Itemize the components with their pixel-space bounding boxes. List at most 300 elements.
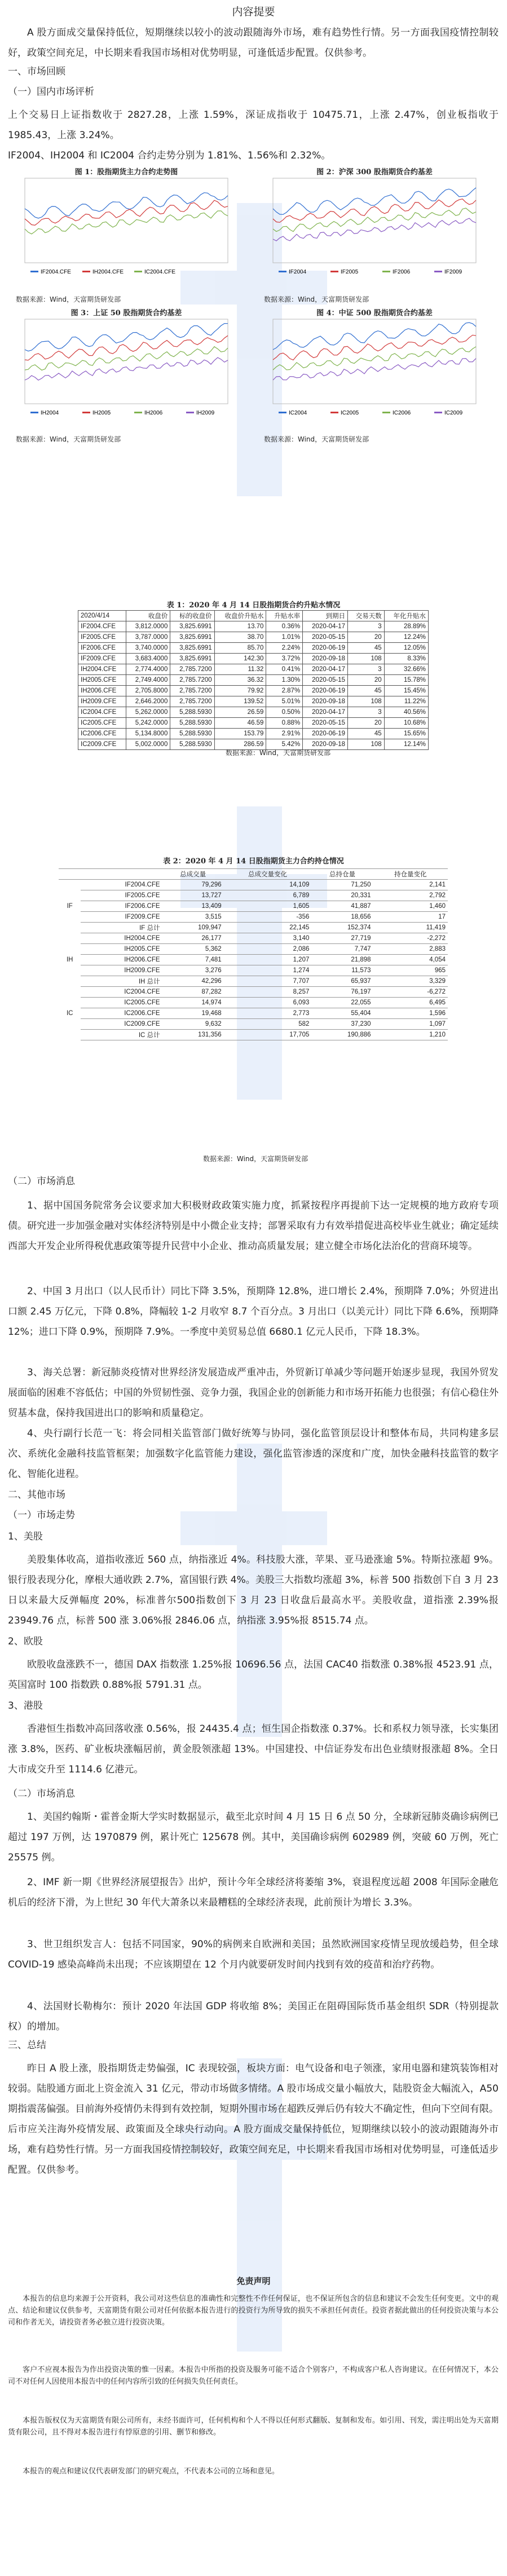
- table-cell: 108: [347, 696, 384, 707]
- legend-label: IF2005: [341, 269, 359, 275]
- table-cell: 142.30: [214, 654, 266, 664]
- table-cell: 0.36%: [266, 621, 303, 632]
- table-cell: 1,274: [224, 965, 312, 976]
- news-item: 2、中国 3 月出口（以人民币计）同比下降 3.5%，预期降 12.8%，进口增长 2.4%，预期降 7.0%；外贸进出口额 2.45 万亿元，下降 0.8%，降幅较 1-2 月收窄 8.7 个百分点。3 月出口（以美元计）同比下降 6.6%，预期降 12%；进口下降 0.9%，预期降 7.9%。一季度中美贸易总值 6680.1 亿元人民币，下降 18.3%。: [8, 1286, 499, 1338]
- table-cell: 11,573: [311, 965, 373, 976]
- table-cell: 1,097: [373, 1019, 448, 1030]
- chart-1: [8, 166, 245, 301]
- table-row: [59, 1008, 448, 1019]
- column-header: 标的收盘价: [170, 611, 214, 621]
- table-cell: 6,495: [373, 998, 448, 1008]
- table-row: [59, 976, 448, 987]
- news-item: 4、法国财长勒梅尔：预计 2020 年法国 GDP 将收缩 8%；美国正在阻碍国际货币基金组织 SDR（特别提款权）的增加。: [8, 2001, 499, 2032]
- table-cell: 6,789: [224, 890, 312, 901]
- table-cell: 15.65%: [384, 729, 428, 739]
- table-row: [59, 965, 448, 976]
- plot-frame: [25, 319, 228, 404]
- table-cell: 2,141: [373, 880, 448, 890]
- futures-paragraph: IF2004、IH2004 和 IC2004 合约走势分别为 1.81%、1.56%和 2.32%。: [8, 150, 331, 161]
- table-row: [78, 621, 429, 632]
- table-cell: IC2004.CFE: [81, 987, 162, 998]
- table-cell: IC2006.CFE: [81, 1008, 162, 1019]
- table-row: [59, 944, 448, 955]
- table-cell: 3: [347, 664, 384, 675]
- table-cell: 40.56%: [384, 707, 428, 718]
- table-cell: 20: [347, 718, 384, 729]
- eu-stocks-paragraph: 欧股收盘涨跌不一，德国 DAX 指数涨 1.25%报 10696.56 点，法国 CAC40 指数涨 0.38%报 4523.91 点，英国富时 100 指数跌 0.88%报 5791.31 点。: [8, 1659, 499, 1691]
- disclaimer-paragraph: 本报告的观点和建议仅代表研发部门的研究观点，不代表本公司的立场和意见。: [23, 2467, 280, 2476]
- table-cell: 20: [347, 675, 384, 686]
- intro-paragraph: A 股方面成交量保持低位，短期继续以较小的波动跟随海外市场，难有趋势性行情。另一方面我国疫情控制较好，政策空间充足，中长期来看我国市场相对优势明显，可逢低适步配置。仅供参考。: [8, 27, 499, 59]
- series-line: [273, 347, 476, 370]
- market-paragraph: 上个交易日上证指数收于 2827.28，上涨 1.59%，深证成指收于 10475.71，上涨 2.47%，创业板指收于 1985.43，上涨 3.24%。: [8, 109, 499, 141]
- table-cell: 965: [373, 965, 448, 976]
- premium-table: [78, 610, 429, 750]
- table-cell: 3,825.6991: [170, 632, 214, 643]
- chart-title: 图 1：股指期货主力合约走势图: [74, 168, 178, 177]
- table-cell: 26.59: [214, 707, 266, 718]
- table-cell: IC2005.CFE: [78, 718, 126, 729]
- table-row: [59, 890, 448, 901]
- table-cell: IH2004.CFE: [78, 664, 126, 675]
- table-cell: 2,749.4000: [126, 675, 170, 686]
- table-row: [78, 707, 429, 718]
- table-cell: 55,404: [311, 1008, 373, 1019]
- subsection-heading: 3、港股: [8, 1700, 43, 1712]
- table-cell: 108: [347, 654, 384, 664]
- table-cell: IF2005.CFE: [78, 632, 126, 643]
- table-cell: 3,740.0000: [126, 643, 170, 654]
- table-cell: 1.30%: [266, 675, 303, 686]
- table-row: [78, 675, 429, 686]
- subsection-heading: （一）国内市场评析: [8, 86, 94, 98]
- table-cell: 3: [347, 621, 384, 632]
- table-cell: 2020-05-15: [303, 675, 348, 686]
- table-cell: 153.79: [214, 729, 266, 739]
- table-row: [59, 880, 448, 890]
- table-cell: 13,727: [162, 890, 224, 901]
- news-item: 3、世卫组织发言人：包括不同国家，90%的病例来自欧洲和美国；虽然欧洲国家疫情呈现放缓趋势，但全球 COVID-19 感染高峰尚未出现；不应该期望在 12 个月内就要研发时间内找到有效的疫苗和治疗药物。: [8, 1939, 499, 1970]
- table-row: [59, 987, 448, 998]
- table-row: [78, 729, 429, 739]
- table-cell: 1.01%: [266, 632, 303, 643]
- chart-title: 图 2：沪深 300 股指期货合约基差: [316, 168, 433, 177]
- table-cell: 6,093: [224, 998, 312, 1008]
- legend-label: IC2004: [289, 410, 307, 416]
- table-cell: 3,515: [162, 912, 224, 923]
- table-row: [59, 1019, 448, 1030]
- table-cell: 14,109: [224, 880, 312, 890]
- table-cell: IC2005.CFE: [81, 998, 162, 1008]
- table-cell: -2,272: [373, 933, 448, 944]
- table-cell: 5,134.8000: [126, 729, 170, 739]
- table-cell: 2,785.7200: [170, 675, 214, 686]
- table-cell: 0.50%: [266, 707, 303, 718]
- hk-stocks-paragraph: 香港恒生指数冲高回落收涨 0.56%，报 24435.4 点；恒生国企指数涨 0.37%。长和系权力领导涨，长实集团涨 3.8%，医药、矿业板块涨幅居前，黄金股领涨超 13%。中国建投、中信证券发布出色业绩财报涨超 8%。全日大市成交升至 1114.6 亿港元。: [8, 1723, 499, 1775]
- chart-title: 图 4：中证 500 股指期货合约基差: [316, 309, 433, 317]
- chart-4: [256, 307, 493, 442]
- table-cell: 26,177: [162, 933, 224, 944]
- table-cell: 2,773: [224, 1008, 312, 1019]
- table-cell: 45: [347, 729, 384, 739]
- table-cell: 7,707: [224, 976, 312, 987]
- table-row: [78, 696, 429, 707]
- table-cell: 19,468: [162, 1008, 224, 1019]
- table-cell: 131,356: [162, 1030, 224, 1040]
- table-cell: 5,002.0000: [126, 739, 170, 750]
- table-cell: 2020-04-17: [303, 664, 348, 675]
- subsection-heading: 1、美股: [8, 1531, 43, 1542]
- table-cell: 2020-04-17: [303, 621, 348, 632]
- table-cell: 20: [347, 632, 384, 643]
- table-cell: 2,646.2000: [126, 696, 170, 707]
- table-cell: 3,140: [224, 933, 312, 944]
- news-item: 2、IMF 新一期《世界经济展望报告》出炉，预计今年全球经济将萎缩 3%，衰退程度远超 2008 年国际金融危机后的经济下滑，为上世纪 30 年代大萧条以来最糟糕的全球经济表现，此前预计为增长 3.3%。: [8, 1877, 499, 1908]
- table-cell: 12.14%: [384, 739, 428, 750]
- table-cell: IF2005.CFE: [81, 890, 162, 901]
- table-cell: 12.24%: [384, 632, 428, 643]
- table-row: [59, 955, 448, 965]
- chart-2: [256, 166, 493, 301]
- table-cell: 3: [347, 707, 384, 718]
- table-cell: IC2004.CFE: [78, 707, 126, 718]
- table-cell: 2,705.8000: [126, 686, 170, 696]
- table-cell: IF2004.CFE: [78, 621, 126, 632]
- legend-label: IH2006: [144, 410, 163, 416]
- table-cell: 38.70: [214, 632, 266, 643]
- table-cell: 2020-06-19: [303, 729, 348, 739]
- chart-3-plot: [8, 316, 245, 423]
- table-cell: 3.72%: [266, 654, 303, 664]
- group-label: IC: [66, 1010, 73, 1017]
- news-item: 1、据中国国务院常务会议要求加大积极财政政策实施力度，抓紧按程序再提前下达一定规模的地方政府专项债。研究进一步加强金融对实体经济特别是中小微企业支持；部署采取有力有效举措促进高校毕业生就业；确定延续西部大开发企业所得税优惠政策等提升民营中小企业、推动高质量发展；建立健全市场化法治化的营商环境等。: [8, 1200, 499, 1252]
- table-cell: IC2009.CFE: [81, 1019, 162, 1030]
- table-cell: 2020-09-18: [303, 654, 348, 664]
- table-cell: 7,747: [311, 944, 373, 955]
- section-heading: 二、其他市场: [8, 1489, 65, 1501]
- table-row: [59, 998, 448, 1008]
- legend-swatch: [330, 412, 338, 413]
- table-row: [59, 912, 448, 923]
- column-header: 升贴水率: [266, 611, 303, 621]
- series-line: [273, 199, 476, 223]
- table-cell: 28.89%: [384, 621, 428, 632]
- table-cell: 1,596: [373, 1008, 448, 1019]
- table-cell: 2,785.7200: [170, 686, 214, 696]
- plot-frame: [25, 178, 228, 263]
- column-header: [81, 869, 162, 880]
- series-line: [273, 188, 476, 214]
- chart-1-plot: [8, 175, 245, 282]
- series-line: [25, 193, 228, 218]
- table-cell: IF2009.CFE: [78, 654, 126, 664]
- table-source: 数据来源：Wind，天富期货研发部: [226, 749, 331, 757]
- table-cell: 5,362: [162, 944, 224, 955]
- table-cell: 15.78%: [384, 675, 428, 686]
- table-row: [59, 901, 448, 912]
- disclaimer-paragraph: 本报告版权仅为天富期货有限公司所有，未经书面许可，任何机构和个人不得以任何形式翻版、复制和发布。如引用、刊发，需注明出处为天富期货有限公司，且不得对本报告进行有悖原意的引用、删节和修改。: [8, 2416, 499, 2437]
- table-cell: IH2009.CFE: [78, 696, 126, 707]
- legend-label: IF2006: [393, 269, 411, 275]
- legend-swatch: [434, 271, 442, 272]
- news-item: 1、美国约翰斯・霍普金斯大学实时数据显示，截至北京时间 4 月 15 日 6 点 50 分，全球新冠肺炎确诊病例已超过 197 万例，达 1970879 例，累计死亡 125678 例。其中，美国确诊病例 602989 例，突破 60 万例，死亡 25575 例。: [8, 1811, 499, 1863]
- table-cell: 11.32: [214, 664, 266, 675]
- table-cell: 11.22%: [384, 696, 428, 707]
- table-cell: 17,705: [224, 1030, 312, 1040]
- table-row: [59, 923, 448, 933]
- legend-swatch: [330, 271, 338, 272]
- table-cell: 36.32: [214, 675, 266, 686]
- table-row: [59, 1030, 448, 1040]
- table-cell: 5,262.0000: [126, 707, 170, 718]
- table-cell: 2020-05-15: [303, 718, 348, 729]
- table-cell: 85.70: [214, 643, 266, 654]
- table-cell: IF2006.CFE: [78, 643, 126, 654]
- group-label: IF: [67, 903, 73, 910]
- table-cell: 13,409: [162, 901, 224, 912]
- table-cell: 2020-09-18: [303, 739, 348, 750]
- legend-label: IH2004: [41, 410, 59, 416]
- series-line: [273, 323, 476, 350]
- table-cell: 5,288.5930: [170, 707, 214, 718]
- column-header: 收盘价升贴水: [214, 611, 266, 621]
- table-cell: 139.52: [214, 696, 266, 707]
- column-header: 总持仓量: [311, 869, 373, 880]
- legend-label: IC2004.CFE: [144, 269, 176, 275]
- positions-table: [59, 868, 448, 1040]
- section-heading: 三、总结: [8, 2040, 46, 2051]
- table-cell: 190,886: [311, 1030, 373, 1040]
- column-header: 持仓量变化: [373, 869, 448, 880]
- legend-swatch: [30, 412, 38, 413]
- table-cell: IH2005.CFE: [81, 944, 162, 955]
- charts-grid: [8, 166, 499, 470]
- table-cell: 3,812.0000: [126, 621, 170, 632]
- table-cell: 12.05%: [384, 643, 428, 654]
- table-cell: IH 总计: [81, 976, 162, 987]
- section-heading: 一、市场回顾: [8, 66, 65, 77]
- table-cell: 2020-06-19: [303, 686, 348, 696]
- disclaimer-title: 免责声明: [236, 2276, 271, 2286]
- table-cell: 20,331: [311, 890, 373, 901]
- table-row: [78, 632, 429, 643]
- legend-label: IC2005: [341, 410, 359, 416]
- legend-label: IC2009: [444, 410, 463, 416]
- table-cell: 21,898: [311, 955, 373, 965]
- subsection-heading: （二）市场消息: [8, 1176, 75, 1187]
- table-cell: 22,145: [224, 923, 312, 933]
- table-cell: 5.42%: [266, 739, 303, 750]
- legend-swatch: [82, 271, 90, 272]
- disclaimer-paragraph: 本报告的信息均来源于公开资料，我公司对这些信息的准确性和完整性不作任何保证，也不保证所包含的信息和建议不会发生任何变更。文中的观点、结论和建议仅供参考，天富期货有限公司对任何依据本报告进行的投资行为所导致的损失不承担任何责任。投资者据此做出的任何投资决策与本公司和作者无关，请投资者务必独立进行投资决策。: [8, 2295, 499, 2327]
- column-header: [59, 869, 81, 880]
- table-source: 数据来源：Wind，天富期货研发部: [203, 1155, 308, 1163]
- table-cell: 5,288.5930: [170, 718, 214, 729]
- table-cell: 286.59: [214, 739, 266, 750]
- table-cell: 8,257: [224, 987, 312, 998]
- table-cell: 0.41%: [266, 664, 303, 675]
- table-cell: 46.59: [214, 718, 266, 729]
- legend-label: IH2004.CFE: [92, 269, 124, 275]
- series-line: [25, 336, 228, 360]
- column-header: 交易天数: [347, 611, 384, 621]
- legend-swatch: [434, 412, 442, 413]
- table-cell: 2,785.7200: [170, 664, 214, 675]
- column-header: 收盘价: [126, 611, 170, 621]
- table-cell: IF2004.CFE: [81, 880, 162, 890]
- table-cell: 87,282: [162, 987, 224, 998]
- series-line: [25, 200, 228, 225]
- series-line: [25, 211, 228, 234]
- series-line: [273, 208, 476, 232]
- table-cell: 22,055: [311, 998, 373, 1008]
- legend-label: IH2005: [92, 410, 111, 416]
- legend-label: IF2004.CFE: [41, 269, 71, 275]
- table-row: [78, 643, 429, 654]
- table-cell: 8.33%: [384, 654, 428, 664]
- legend-label: IF2009: [444, 269, 462, 275]
- table-cell: 1,460: [373, 901, 448, 912]
- legend-swatch: [279, 412, 286, 413]
- table-cell: IC2006.CFE: [78, 729, 126, 739]
- plot-frame: [273, 319, 476, 404]
- series-line: [25, 324, 228, 351]
- table-cell: 3,276: [162, 965, 224, 976]
- table-cell: 2.91%: [266, 729, 303, 739]
- chart-4-plot: [256, 316, 493, 423]
- legend-swatch: [382, 412, 390, 413]
- group-label: IH: [66, 956, 73, 963]
- table-cell: IH2009.CFE: [81, 965, 162, 976]
- column-header: 到期日: [303, 611, 348, 621]
- table-cell: 7,481: [162, 955, 224, 965]
- legend-label: IH2009: [196, 410, 215, 416]
- legend-label: IC2006: [393, 410, 411, 416]
- table-cell: 2020-04-17: [303, 707, 348, 718]
- legend-swatch: [82, 412, 90, 413]
- legend-swatch: [382, 271, 390, 272]
- column-header: 总成交量变化: [224, 869, 312, 880]
- table-cell: 109,947: [162, 923, 224, 933]
- table-cell: 2020-06-19: [303, 643, 348, 654]
- column-header: 年化升贴水: [384, 611, 428, 621]
- table-cell: 3,329: [373, 976, 448, 987]
- table-cell: -6,272: [373, 987, 448, 998]
- table-cell: 108: [347, 739, 384, 750]
- table-cell: 3,787.0000: [126, 632, 170, 643]
- series-line: [25, 358, 228, 380]
- table-cell: 11,419: [373, 923, 448, 933]
- table-cell: 45: [347, 643, 384, 654]
- table-cell: 15.45%: [384, 686, 428, 696]
- chart-source: 数据来源：Wind，天富期货研发部: [264, 295, 369, 303]
- table-cell: 18,656: [311, 912, 373, 923]
- news-item: 3、海关总署：新冠肺炎疫情对世界经济发展造成严重冲击，外贸新订单减少等问题开始逐步显现，我国外贸发展面临的困难不容低估；中国的外贸韧性强、竞争力强，我国企业的创新能力和市场开拓能力也很强；有信心稳住外贸基本盘，保持我国进出口的影响和质量稳定。: [8, 1367, 499, 1419]
- table-cell: 13.70: [214, 621, 266, 632]
- subsection-heading: 2、欧股: [8, 1636, 43, 1647]
- table-cell: 27,719: [311, 933, 373, 944]
- table-cell: 42,296: [162, 976, 224, 987]
- table-cell: 2,792: [373, 890, 448, 901]
- table-cell: 5,288.5930: [170, 729, 214, 739]
- column-header: 2020/4/14: [78, 611, 126, 621]
- table-cell: IH2005.CFE: [78, 675, 126, 686]
- column-header: 总成交量: [162, 869, 224, 880]
- table-cell: 79.92: [214, 686, 266, 696]
- table-cell: 3,825.6991: [170, 654, 214, 664]
- chart-2-plot: [256, 175, 493, 282]
- table-cell: IH2004.CFE: [81, 933, 162, 944]
- table-cell: 3,825.6991: [170, 621, 214, 632]
- legend-swatch: [279, 271, 286, 272]
- table-cell: 3,683.4000: [126, 654, 170, 664]
- table-cell: 65,937: [311, 976, 373, 987]
- table-cell: 2,883: [373, 944, 448, 955]
- table-cell: 2020-09-18: [303, 696, 348, 707]
- page-title: 内容提要: [232, 6, 275, 18]
- table-cell: IH2006.CFE: [78, 686, 126, 696]
- chart-source: 数据来源：Wind，天富期货研发部: [16, 435, 121, 443]
- legend-swatch: [134, 271, 142, 272]
- table-row: [78, 654, 429, 664]
- table-cell: 5,242.0000: [126, 718, 170, 729]
- table-cell: 17: [373, 912, 448, 923]
- summary-paragraph: 昨日 A 股上涨，股指期货走势偏强，IC 表现较强，板块方面：电气设备和电子领涨，家用电器和建筑装饰相对较弱。陆股通方面北上资金流入 31 亿元，带动市场做多情绪。A 股市场成交量小幅放大，陆股资金大幅流入，A50 期指震荡偏强。目前海外疫情仍未得到有效控制，短期外围市场在超跌反弹后仍有较大不确定性，但向下空间有限。后市应关注海外疫情发展、政策面及全球央行动向。A 股方面成交量保持低位，短期继续以较小的波动跟随海外市场，难有趋势性行情。另一方面我国疫情控制较好，政策空间充足，中长期来看我国市场相对优势明显，可逢低适步配置。仅供参考。: [8, 2063, 499, 2176]
- table-cell: 2.87%: [266, 686, 303, 696]
- table-cell: 5,288.5930: [170, 739, 214, 750]
- table-cell: 2.24%: [266, 643, 303, 654]
- table-caption: 表 1：2020 年 4 月 14 日股指期货合约升贴水情况: [166, 601, 341, 610]
- table-cell: 1,207: [224, 955, 312, 965]
- table-cell: IC2009.CFE: [78, 739, 126, 750]
- chart-source: 数据来源：Wind，天富期货研发部: [264, 435, 369, 443]
- legend-swatch: [186, 412, 194, 413]
- table-cell: 2,086: [224, 944, 312, 955]
- table-cell: 5.01%: [266, 696, 303, 707]
- table-cell: 1,605: [224, 901, 312, 912]
- table-cell: IF 总计: [81, 923, 162, 933]
- table-cell: 41,887: [311, 901, 373, 912]
- chart-3: [8, 307, 245, 442]
- legend-swatch: [30, 271, 38, 272]
- table-cell: 14,974: [162, 998, 224, 1008]
- table-cell: 152,374: [311, 923, 373, 933]
- series-line: [273, 359, 476, 380]
- news-item: 4、央行副行长范一飞：将会同相关监管部门做好统筹与协同，强化监管顶层设计和整体布局，共同构建多层次、系统化金融科技监管框架；加强数字化监管能力建设，强化监管渗透的深度和广度，加快金融科技监管的数字化、智能化进程。: [8, 1428, 499, 1480]
- table-row: [78, 718, 429, 729]
- table-row: [78, 664, 429, 675]
- table-cell: 10.68%: [384, 718, 428, 729]
- table-cell: 4,054: [373, 955, 448, 965]
- table-cell: 45: [347, 686, 384, 696]
- table-cell: IH2006.CFE: [81, 955, 162, 965]
- chart-source: 数据来源：Wind，天富期货研发部: [16, 295, 121, 303]
- table-cell: IF2006.CFE: [81, 901, 162, 912]
- series-line: [273, 218, 476, 241]
- disclaimer-paragraph: 客户不应视本报告为作出投资决策的惟一因素。本报告中所指的投资及服务可能不适合个别客户，不构成客户私人咨询建议。在任何情况下，本公司不对任何人因使用本报告中的任何内容所引致的任何损失负任何责任。: [8, 2366, 499, 2386]
- table-cell: 1,210: [373, 1030, 448, 1040]
- table-cell: 3,825.6991: [170, 643, 214, 654]
- table-cell: 2020-05-15: [303, 632, 348, 643]
- table-cell: 37,230: [311, 1019, 373, 1030]
- table-cell: 32.66%: [384, 664, 428, 675]
- us-stocks-paragraph: 美股集体收高，道指收涨近 560 点，纳指涨近 4%。科技股大涨，苹果、亚马逊涨逾 5%。特斯拉涨超 9%。银行股表现分化，摩根大通收跌 2.7%，富国银行跌 4%。美股三大指数均涨超 3%，标普 500 指数创下自 3 月 23 日以来最大反弹幅度 20%，标准普尔500指数创下 3 月 23 日收盘后最高水平。美股收盘，道指涨 2.39%报 23949.76 点，标普 500 涨 3.06%报 2846.06 点，纳指涨 3.95%报 8515.74 点。: [8, 1554, 499, 1626]
- subsection-heading: （一）市场走势: [8, 1510, 75, 1521]
- subsection-heading: （二）市场消息: [8, 1788, 75, 1799]
- legend-swatch: [134, 412, 142, 413]
- chart-title: 图 3：上证 50 股指期货合约基差: [70, 309, 182, 317]
- table-cell: -356: [224, 912, 312, 923]
